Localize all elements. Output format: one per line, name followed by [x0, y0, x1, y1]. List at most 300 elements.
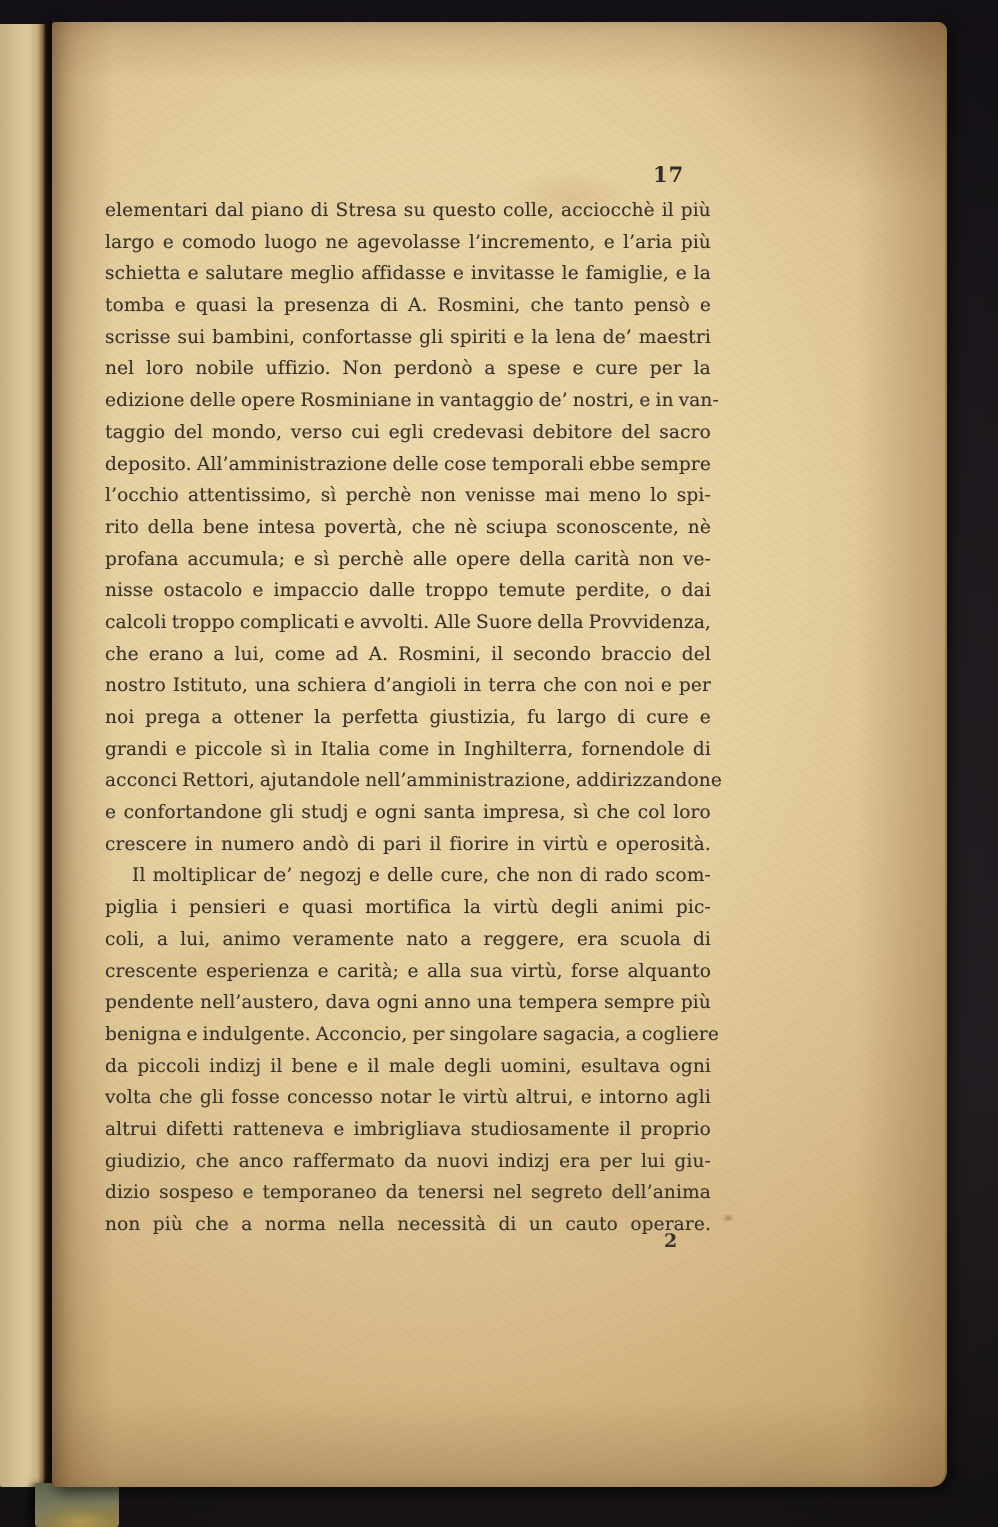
word: notar — [380, 1087, 432, 1109]
word: l’incremento, — [468, 231, 596, 253]
word: uomini, — [500, 1055, 572, 1077]
word: la — [463, 897, 482, 919]
word: del — [681, 643, 711, 665]
word: e — [699, 295, 711, 317]
text-line — [105, 227, 711, 259]
word: più — [680, 231, 711, 253]
word: le — [438, 1087, 456, 1109]
word: nuovi — [436, 1150, 489, 1172]
word: altrui, — [515, 1087, 574, 1109]
word: temporali — [491, 453, 584, 475]
word: nostri, — [572, 390, 635, 412]
word: Non — [342, 358, 383, 380]
word: Rosmini, — [437, 295, 521, 317]
word: necessità — [397, 1214, 487, 1235]
word: acconci — [105, 770, 178, 792]
word: nell’amministrazione, — [365, 770, 572, 792]
text-line — [105, 290, 711, 322]
word: perfetta — [342, 707, 419, 728]
word: troppo — [171, 611, 235, 633]
word: tenersi — [417, 1182, 485, 1204]
word: di — [498, 1214, 517, 1235]
text-line — [105, 956, 711, 988]
word: sì — [313, 548, 330, 570]
text-line — [105, 607, 711, 639]
word: Provvidenza, — [588, 611, 712, 633]
word: spiriti — [450, 326, 507, 348]
word: d’angioli — [373, 675, 457, 697]
word: benigna — [105, 1023, 182, 1045]
word: perdite, — [575, 580, 651, 602]
word: e — [317, 960, 329, 982]
word: mortifica — [365, 897, 452, 919]
word: perchè — [345, 485, 412, 507]
word: e — [603, 231, 615, 253]
word: questo — [432, 200, 497, 221]
text-line — [105, 258, 711, 290]
word: del — [621, 421, 651, 443]
text-line — [105, 860, 711, 892]
word: e — [699, 707, 711, 728]
word: credevasi — [432, 421, 524, 443]
word: ostacolo — [163, 580, 243, 602]
word: che — [158, 1087, 193, 1109]
word: secondo — [513, 643, 592, 665]
word: animo — [222, 928, 281, 950]
word: taggio — [105, 421, 166, 443]
word: difetti — [166, 1118, 224, 1140]
word: mai — [544, 485, 580, 507]
word: esperienza — [206, 960, 310, 982]
word: a — [460, 928, 472, 950]
word: veramente — [292, 928, 395, 950]
word: singolare — [449, 1023, 538, 1045]
word: negozj — [299, 865, 362, 887]
word: acciocchè — [561, 200, 655, 221]
word: proprio — [640, 1118, 711, 1140]
word: e — [242, 1182, 254, 1204]
word: dai — [681, 580, 711, 602]
word: povertà, — [324, 516, 403, 538]
word: che — [195, 1214, 229, 1235]
word: un — [528, 1214, 553, 1235]
word: sempre — [604, 992, 675, 1014]
word: cose — [444, 453, 487, 475]
word: virtù — [493, 897, 539, 919]
word: cauto — [565, 1214, 618, 1235]
word: ajutandole — [259, 770, 361, 792]
word: Rosmini, — [398, 643, 482, 665]
word: che — [596, 802, 631, 824]
word: e — [675, 263, 687, 285]
word: ogni — [374, 802, 417, 824]
word: raffermato — [292, 1150, 395, 1172]
word: da — [385, 1182, 409, 1204]
word: sui — [177, 326, 206, 348]
word: e — [356, 802, 368, 824]
word: tomba — [105, 295, 165, 317]
word: delle — [387, 865, 434, 887]
word: e — [175, 738, 187, 760]
word: venisse — [465, 485, 536, 507]
word: nisse — [105, 580, 154, 602]
word: giu- — [674, 1150, 711, 1172]
word: scom- — [655, 865, 711, 887]
word: e — [596, 833, 608, 855]
word: degli — [444, 1055, 492, 1077]
word: van- — [678, 390, 719, 412]
text-line — [105, 1177, 711, 1209]
word: impaccio — [273, 580, 359, 602]
text-line — [105, 1051, 711, 1083]
word: per — [599, 1150, 632, 1172]
paragraph — [105, 860, 719, 1240]
word: fiorire — [449, 833, 509, 855]
word: una — [255, 675, 291, 697]
word: ottener — [233, 707, 304, 728]
page-number: 17 — [653, 162, 685, 187]
word: noi — [624, 675, 654, 697]
word: virtù — [463, 1087, 509, 1109]
word: sì — [270, 738, 287, 760]
word: a — [156, 928, 169, 950]
word: calcoli — [105, 611, 167, 633]
word: bene — [291, 1055, 338, 1077]
word: intorno — [599, 1087, 669, 1109]
word: piccole — [194, 738, 263, 760]
word: il — [619, 1118, 632, 1140]
word: anco — [238, 1150, 284, 1172]
word: schietta — [105, 263, 181, 285]
word: crescente — [105, 960, 198, 982]
word: come — [378, 738, 430, 760]
word: Suore — [476, 611, 533, 633]
word: norma — [264, 1214, 327, 1235]
word: lo — [650, 485, 668, 507]
word: ad — [335, 643, 359, 665]
word: gli — [419, 326, 444, 348]
word: intesa — [257, 516, 316, 538]
word: tanto — [574, 295, 624, 317]
word: quasi — [195, 295, 247, 317]
word: di — [692, 928, 711, 950]
word: addirizzandone — [576, 770, 722, 792]
word: ebbe — [589, 453, 636, 475]
word: de’ — [538, 390, 568, 412]
word: profana — [105, 548, 179, 570]
word: giustizia, — [429, 707, 517, 728]
text-line — [105, 797, 711, 829]
word: spi- — [676, 485, 711, 507]
word: lui, — [180, 928, 211, 950]
word: loro — [145, 358, 184, 380]
word: Rettori, — [182, 770, 255, 792]
word: quasi — [301, 897, 353, 919]
word: comodo — [182, 231, 257, 253]
word: maestri — [638, 326, 711, 348]
word: o — [660, 580, 672, 602]
word: salutare — [205, 263, 284, 285]
word: in — [655, 390, 674, 412]
word: complicati — [239, 611, 339, 633]
word: Acconcio, — [315, 1023, 408, 1045]
word: scrisse — [105, 326, 171, 348]
word: le — [561, 263, 579, 285]
word: volta — [105, 1087, 152, 1109]
cover-edge-strip — [35, 1483, 119, 1527]
word: nel — [105, 358, 135, 380]
word: di — [379, 295, 399, 317]
word: di — [310, 200, 329, 221]
word: pensò — [633, 295, 690, 317]
page-text — [105, 195, 722, 1241]
word: studiosamente — [470, 1118, 610, 1140]
word: il — [270, 1055, 283, 1077]
word: di — [579, 865, 598, 887]
text-line — [105, 1209, 711, 1241]
word: di — [356, 833, 376, 855]
word: ratteneva — [232, 1118, 325, 1140]
word: vantaggio — [439, 390, 534, 412]
word: e — [187, 263, 199, 285]
word: gli — [199, 1087, 224, 1109]
word: Il — [132, 865, 146, 887]
word: nè — [454, 516, 478, 538]
word: accumula; — [187, 548, 286, 570]
word: ve- — [682, 548, 711, 570]
word: ne — [325, 231, 349, 253]
word: perdonò — [393, 358, 473, 380]
text-line — [105, 639, 711, 671]
text-line — [105, 512, 711, 544]
signature-mark: 2 — [664, 1230, 678, 1252]
word: era — [559, 1150, 591, 1172]
word: noi — [105, 707, 135, 728]
word: il — [367, 1055, 380, 1077]
word: All’amministrazione — [196, 453, 388, 475]
word: la — [693, 358, 711, 380]
word: attentissimo, — [188, 485, 312, 507]
word: prega — [145, 707, 201, 728]
text-line — [105, 385, 719, 417]
text-line — [105, 924, 711, 956]
word: Italia — [320, 738, 371, 760]
word: sagacia, — [542, 1023, 621, 1045]
word: non — [537, 865, 573, 887]
word: elementari — [105, 200, 208, 221]
word: affidasse — [361, 263, 447, 285]
word: colle, — [503, 200, 555, 221]
word: bene — [202, 516, 250, 538]
word: in — [463, 675, 482, 697]
word: Rosminiane — [300, 390, 412, 412]
word: piglia — [105, 897, 159, 919]
word: ogni — [376, 992, 419, 1014]
text-line — [105, 1019, 719, 1051]
word: presenza — [284, 295, 370, 317]
word: carità — [574, 548, 630, 570]
word: largo — [556, 707, 607, 728]
word: e — [278, 897, 290, 919]
word: sempre — [640, 453, 711, 475]
word: e — [513, 326, 525, 348]
word: indizj — [209, 1055, 262, 1077]
text-line — [105, 544, 711, 576]
text-line — [105, 1082, 711, 1114]
word: pendente — [105, 992, 194, 1014]
word: in — [294, 738, 313, 760]
word: santa — [423, 802, 476, 824]
word: che — [411, 516, 446, 538]
word: cure, — [440, 865, 490, 887]
word: a — [484, 358, 496, 380]
word: edizione — [105, 390, 185, 412]
word: de’ — [602, 326, 632, 348]
word: cure — [595, 358, 639, 380]
word: nel — [492, 1182, 523, 1204]
word: Inghilterra, — [463, 738, 574, 760]
word: delle — [189, 390, 236, 412]
word: da — [105, 1055, 129, 1077]
word: andò — [302, 833, 349, 855]
word: luogo — [264, 231, 318, 253]
word: col — [637, 802, 666, 824]
word: di — [692, 738, 711, 760]
word: la — [693, 263, 711, 285]
word: sacro — [659, 421, 711, 443]
word: indulgente. — [202, 1023, 311, 1045]
word: meglio — [290, 263, 355, 285]
word: a — [211, 707, 223, 728]
text-line — [105, 353, 711, 385]
word: coli, — [105, 928, 145, 950]
word: più — [152, 1214, 183, 1235]
word: a — [625, 1023, 637, 1045]
word: famiglie, — [585, 263, 669, 285]
word: opere — [455, 548, 511, 570]
word: e — [343, 611, 355, 633]
word: verso — [290, 421, 343, 443]
word: il — [661, 200, 674, 221]
text-line — [105, 765, 722, 797]
word: egli — [388, 421, 424, 443]
word: opere — [240, 390, 296, 412]
text-line — [105, 734, 711, 766]
word: piccoli — [137, 1055, 200, 1077]
text-line — [105, 195, 711, 227]
text-line — [105, 449, 711, 481]
word: nè — [687, 516, 711, 538]
word: sì — [320, 485, 337, 507]
word: pari — [383, 833, 422, 855]
word: cui — [351, 421, 380, 443]
word: della — [519, 548, 566, 570]
word: e — [572, 358, 584, 380]
word: in — [416, 390, 435, 412]
word: per — [649, 358, 682, 380]
word: e — [580, 1087, 592, 1109]
word: carità; — [337, 960, 400, 982]
word: dava — [325, 992, 371, 1014]
word: della — [147, 516, 195, 538]
word: giudizio, — [105, 1150, 187, 1172]
word: di — [617, 707, 636, 728]
word: il — [429, 833, 442, 855]
word: agli — [675, 1087, 711, 1109]
word: in — [194, 833, 214, 855]
word: animi — [610, 897, 664, 919]
word: gli — [269, 802, 294, 824]
word: a — [213, 643, 225, 665]
text-line — [105, 1146, 711, 1178]
word: dizio — [105, 1182, 151, 1204]
text-line — [105, 417, 711, 449]
word: e — [639, 390, 651, 412]
word: operare. — [630, 1214, 711, 1235]
word: bambini, — [212, 326, 296, 348]
word: e — [347, 1055, 359, 1077]
word: delle — [392, 453, 439, 475]
word: invitasse — [470, 263, 555, 285]
word: in — [517, 833, 536, 855]
word: come — [274, 643, 326, 665]
word: anno — [424, 992, 471, 1014]
text-line — [105, 480, 711, 512]
word: indizj — [497, 1150, 550, 1172]
word: e — [407, 960, 419, 982]
word: operosità. — [615, 833, 711, 855]
word: era — [576, 928, 609, 950]
word: rado — [604, 865, 649, 887]
word: concesso — [287, 1087, 374, 1109]
book-page — [52, 22, 947, 1487]
word: uffizio. — [265, 358, 331, 380]
word: largo — [105, 231, 155, 253]
word: ogni — [669, 1055, 711, 1077]
word: pic- — [675, 897, 711, 919]
word: cure — [646, 707, 689, 728]
facing-page-edge — [0, 24, 46, 1487]
word: nell’austero, — [200, 992, 320, 1014]
word: e — [252, 580, 264, 602]
word: e — [105, 802, 117, 824]
word: più — [680, 992, 711, 1014]
word: piano — [251, 200, 304, 221]
word: temporaneo — [262, 1182, 377, 1204]
word: avvolti. — [359, 611, 430, 633]
text-line — [105, 1114, 711, 1146]
word: sì — [573, 802, 589, 824]
word: nato — [406, 928, 449, 950]
word: forse — [571, 960, 620, 982]
word: alquanto — [627, 960, 711, 982]
word: de’ — [263, 865, 293, 887]
word: e — [452, 263, 465, 285]
word: e — [368, 865, 380, 887]
word: grandi — [105, 738, 168, 760]
word: pensieri — [189, 897, 267, 919]
word: che — [496, 865, 530, 887]
word: i — [170, 897, 177, 919]
word: non — [638, 548, 675, 570]
word: crescere — [105, 833, 187, 855]
word: che — [543, 675, 577, 697]
word: sua — [470, 960, 503, 982]
word: degli — [551, 897, 599, 919]
word: erano — [148, 643, 204, 665]
word: segreto — [530, 1182, 603, 1204]
word: troppo — [425, 580, 489, 602]
